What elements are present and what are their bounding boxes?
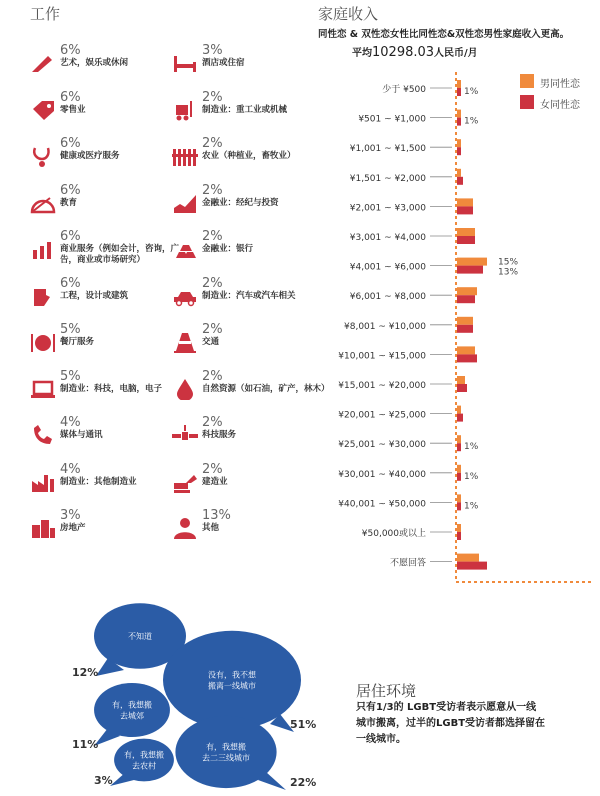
bar-female bbox=[457, 562, 487, 570]
category-tick-label: ¥10,001 ~ ¥15,000 bbox=[338, 351, 426, 362]
occupation-percent: 2% bbox=[202, 275, 223, 291]
bar-female bbox=[457, 206, 473, 214]
category-tick-label: ¥20,001 ~ ¥25,000 bbox=[338, 410, 426, 421]
bubble-label: 没有，我不想 bbox=[208, 670, 256, 680]
category-tick-label: ¥40,001 ~ ¥50,000 bbox=[338, 499, 426, 510]
bar-male bbox=[457, 346, 475, 354]
bubble bbox=[175, 716, 276, 788]
data-label: 1% bbox=[464, 87, 479, 97]
bar-male bbox=[457, 198, 473, 206]
income-average-unit: 人民币/月 bbox=[434, 48, 478, 59]
occupation-label: 零售业 bbox=[60, 104, 86, 115]
bubble-label: 去城郊 bbox=[120, 711, 144, 721]
occupation-label: 自然资源（如石油，矿产，林木） bbox=[202, 383, 330, 394]
legend-label-female: 女同性恋 bbox=[540, 100, 580, 111]
bubble bbox=[94, 683, 170, 737]
occupation-label: 房地产 bbox=[60, 523, 86, 533]
bar-female bbox=[457, 325, 473, 333]
occupation-label: 制造业：汽车或汽车相关 bbox=[202, 290, 296, 301]
occupation-percent: 2% bbox=[202, 182, 223, 198]
bar-female bbox=[457, 473, 461, 481]
category-tick-label: ¥30,001 ~ ¥40,000 bbox=[338, 469, 426, 480]
bar-female bbox=[457, 266, 483, 274]
data-label: 1% bbox=[464, 471, 479, 482]
occupation-label: 金融业：经纪与投资 bbox=[202, 197, 279, 208]
occupation-label: 媒体与通讯 bbox=[60, 430, 103, 440]
category-tick-label: ¥3,001 ~ ¥4,000 bbox=[349, 233, 426, 243]
bar-male bbox=[457, 317, 473, 325]
occupation-label: 制造业：重工业或机械 bbox=[202, 104, 288, 115]
occupation-percent: 2% bbox=[202, 322, 223, 337]
bar-male bbox=[457, 80, 461, 88]
occupation-percent: 2% bbox=[202, 136, 223, 151]
occupation-label: 制造业：科技，电脑，电子 bbox=[60, 383, 163, 394]
occupation-percent: 5% bbox=[60, 368, 81, 384]
occupation-label: 酒店或住宿 bbox=[202, 58, 245, 68]
occupation-percent: 2% bbox=[202, 368, 223, 384]
category-tick-label: ¥501 ~ ¥1,000 bbox=[358, 114, 426, 125]
category-tick-label: 少于 ¥500 bbox=[382, 85, 426, 95]
data-label: 1% bbox=[464, 442, 479, 453]
bar-female bbox=[457, 88, 461, 96]
category-tick-label: ¥1,001 ~ ¥1,500 bbox=[349, 144, 426, 155]
category-tick-label: ¥2,001 ~ ¥3,000 bbox=[349, 203, 426, 214]
bar-male bbox=[457, 494, 461, 502]
category-tick-label: ¥6,001 ~ ¥8,000 bbox=[349, 292, 426, 303]
bubble-label: 有，我想搬 bbox=[206, 742, 246, 752]
occupation-percent: 13% bbox=[202, 508, 231, 523]
income-headline: 同性恋 & 双性恋女性比同性恋&双性恋男性家庭收入更高。 bbox=[318, 29, 570, 40]
occupation-label: 建造业 bbox=[202, 476, 228, 487]
bar-male bbox=[457, 139, 461, 147]
occupation-percent: 6% bbox=[60, 275, 81, 291]
occupation-label: 工程，设计或建筑 bbox=[60, 290, 129, 301]
bar-male bbox=[457, 524, 461, 532]
bubble bbox=[163, 631, 301, 729]
bar-male bbox=[457, 376, 465, 384]
bubble-label: 不知道 bbox=[128, 632, 152, 641]
occupation-percent: 6% bbox=[60, 229, 81, 244]
bubble-percent: 11% bbox=[72, 738, 99, 751]
bar-male bbox=[457, 169, 461, 177]
bar-male bbox=[457, 406, 461, 414]
occupation-percent: 5% bbox=[60, 322, 81, 337]
occupation-percent: 6% bbox=[60, 182, 81, 198]
residence-description: 只有1/3的 LGBT受访者表示愿意从一线城市搬离，过半的LGBT受访者都选择留在一线城市。 bbox=[356, 702, 546, 745]
occupation-label: 商业服务（例如会计，咨询，广告，商业或市场研究） bbox=[60, 244, 180, 265]
category-tick-label: ¥1,501 ~ ¥2,000 bbox=[349, 173, 426, 184]
bar-male bbox=[457, 228, 475, 236]
occupation-label: 艺术，娱乐或休闲 bbox=[60, 58, 129, 68]
occupation-label: 健康或医疗服务 bbox=[60, 151, 120, 161]
bubble-label: 去农村 bbox=[132, 761, 156, 771]
occupation-percent: 2% bbox=[202, 229, 223, 244]
bar-female bbox=[457, 147, 461, 155]
bubble-percent: 12% bbox=[72, 666, 99, 679]
bar-female bbox=[457, 118, 461, 126]
occupation-percent: 6% bbox=[60, 43, 81, 58]
category-tick-label: ¥15,001 ~ ¥20,000 bbox=[338, 381, 426, 391]
occupation-label: 科技服务 bbox=[202, 430, 237, 440]
occupation-label: 制造业：其他制造业 bbox=[60, 476, 137, 487]
bubble-label: 搬离一线城市 bbox=[208, 681, 256, 691]
bar-female bbox=[457, 502, 461, 510]
bar-male bbox=[457, 110, 461, 118]
occupation-label: 其他 bbox=[202, 523, 220, 533]
income-average-value: 10298.03 bbox=[372, 45, 435, 60]
category-tick-label: ¥4,001 ~ ¥6,000 bbox=[349, 262, 426, 273]
income-title: 家庭收入 bbox=[318, 5, 379, 23]
occupation-label: 金融业：银行 bbox=[202, 244, 254, 254]
occupation-percent: 2% bbox=[202, 461, 223, 477]
occupation-percent: 4% bbox=[60, 415, 81, 430]
category-tick-label: ¥50,000或以上 bbox=[361, 529, 426, 539]
category-tick-label: ¥8,001 ~ ¥10,000 bbox=[344, 321, 426, 332]
bar-female bbox=[457, 414, 463, 422]
bar-female bbox=[457, 384, 467, 392]
occupation-percent: 4% bbox=[60, 461, 81, 477]
bar-male bbox=[457, 258, 487, 266]
bubble-label: 去二三线城市 bbox=[202, 753, 250, 763]
data-label: 13% bbox=[498, 267, 519, 278]
data-label: 1% bbox=[464, 501, 479, 512]
bar-female bbox=[457, 236, 475, 244]
bar-female bbox=[457, 443, 461, 451]
occupation-label: 教育 bbox=[60, 197, 78, 208]
occupation-percent: 3% bbox=[202, 43, 223, 58]
data-label: 15% bbox=[498, 257, 519, 268]
bar-female bbox=[457, 177, 463, 185]
occupation-label: 餐厅服务 bbox=[60, 337, 95, 347]
occupation-percent: 2% bbox=[202, 415, 223, 430]
legend-label-male: 男同性恋 bbox=[540, 79, 580, 90]
category-tick-label: 不愿回答 bbox=[389, 558, 426, 569]
bubble-percent: 3% bbox=[94, 774, 113, 787]
bar-male bbox=[457, 287, 477, 295]
bar-female bbox=[457, 354, 477, 362]
bar-male bbox=[457, 435, 461, 443]
data-label: 1% bbox=[464, 116, 479, 127]
work-title: 工作 bbox=[30, 5, 61, 23]
occupation-percent: 6% bbox=[60, 89, 81, 105]
occupation-percent: 2% bbox=[202, 89, 223, 105]
bubble-percent: 22% bbox=[290, 776, 317, 789]
bar-female bbox=[457, 295, 475, 303]
bubble-label: 有，我想搬 bbox=[124, 750, 164, 760]
income-average-prefix: 平均 bbox=[352, 48, 372, 59]
bar-male bbox=[457, 465, 461, 473]
occupation-percent: 3% bbox=[60, 508, 81, 523]
residence-title: 居住环境 bbox=[356, 682, 417, 700]
bubble-percent: 51% bbox=[290, 718, 317, 731]
bar-female bbox=[457, 532, 461, 540]
category-tick-label: ¥25,001 ~ ¥30,000 bbox=[338, 440, 426, 451]
bubble-label: 有，我想搬 bbox=[112, 700, 152, 710]
bubble bbox=[114, 739, 174, 782]
occupation-percent: 6% bbox=[60, 136, 81, 151]
occupation-label: 农业（种植业，畜牧业） bbox=[202, 151, 296, 161]
occupation-label: 交通 bbox=[202, 337, 220, 347]
bar-male bbox=[457, 554, 479, 562]
